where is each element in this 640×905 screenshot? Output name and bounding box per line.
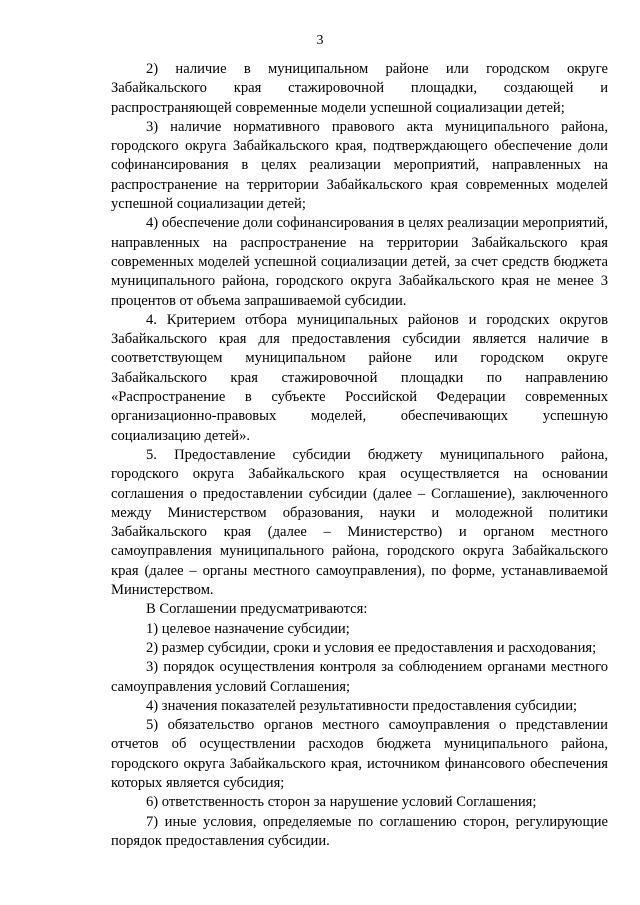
agreement-item-4: 4) значения показателей результативности предоставления субсидии; (146, 697, 578, 714)
paragraph-section-5: 5. Предоставление субсидии бюджету муниципального района, городского округа Забайкальского края осуществляется на основании соглашения о предоставлении субсидии (далее – Соглашение), заключенного между Министерством образования, науки и молодежной политики Забайкальского края (далее – Министерство) и органом местного самоуправления муниципального района, городского округа Забайкальского края (далее – органы местного самоуправления), по форме, устанавливаемой Министерством. (111, 446, 608, 599)
paragraph-agreement-intro: В Соглашении предусматриваются: (146, 601, 368, 618)
paragraph-item-2: 2) наличие в муниципальном районе или городском округе Забайкальского края стажировочной площадки, создающей и распространяющей современные модели успешной социализации детей; (111, 61, 608, 116)
agreement-item-2: 2) размер субсидии, сроки и условия ее предоставления и расходования; (146, 639, 597, 656)
paragraph-item-3: 3) наличие нормативного правового акта муниципального района, городского округа Забайкальского края, подтверждающего обеспечение доли софинансирования в целях реализации мероприятий, направленных на распространение на территории Забайкальского края современных моделей успешной социализации детей; (111, 118, 608, 213)
page-number: 3 (316, 33, 324, 48)
agreement-item-1: 1) целевое назначение субсидии; (146, 620, 350, 637)
document-body (111, 60, 608, 851)
agreement-item-5: 5) обязательство органов местного самоуправления о представлении отчетов об осуществлении расходов бюджета муниципального района, городского округа Забайкальского края, источником финансового обеспечения которых является субсидия; (111, 717, 608, 791)
paragraph-section-4: 4. Критерием отбора муниципальных районов и городских округов Забайкальского края для предоставления субсидии является наличие в соответствующем муниципальном районе или городском округе Забайкальского края стажировочной площадки по направлению «Распространение в субъекте Российской Федерации современных организационно-правовых моделей, обеспечивающих успешную социализацию детей». (111, 311, 608, 444)
agreement-item-7: 7) иные условия, определяемые по соглашению сторон, регулирующие порядок предоставления субсидии. (111, 813, 608, 849)
paragraph-item-4: 4) обеспечение доли софинансирования в целях реализации мероприятий, направленных на распространение на территории Забайкальского края современных моделей успешной социализации детей, за счет средств бюджета муниципального района, городского округа Забайкальского края не менее 3 процентов от объема запрашиваемой субсидии. (111, 215, 608, 309)
agreement-item-3: 3) порядок осуществления контроля за соблюдением органами местного самоуправления условий Соглашения; (111, 659, 608, 695)
agreement-item-6: 6) ответственность сторон за нарушение условий Соглашения; (146, 794, 537, 811)
